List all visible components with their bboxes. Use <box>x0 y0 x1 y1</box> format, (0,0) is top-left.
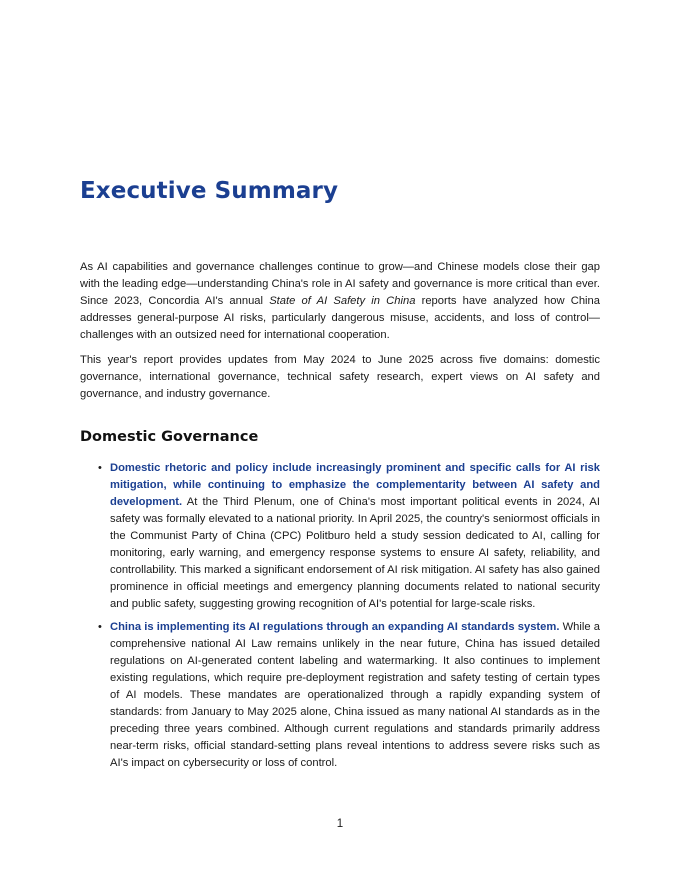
bullet-lead-text: China is implementing its AI regulations through an expanding AI standards system. <box>110 621 560 633</box>
bullet-body-text: At the Third Plenum, one of China's most important political events in 2024, AI safety was formally elevated to a national priority. In April 2025, the country's seniormost officials in the Communist Party of China (CPC) Politburo held a study session dedicated to AI, calling for monitoring, early warning, and emergency response systems to ensure AI safety, reliability, and controllability. This marked a significant endorsement of AI risk mitigation. AI safety has also gained prominence in official meetings and emergency planning documents related to national security and public safety, suggesting growing recognition of AI's potential for large-scale risks. <box>110 496 600 610</box>
list-item <box>80 619 600 772</box>
bullet-marker: • <box>98 621 102 633</box>
intro-paragraph-2: This year's report provides updates from May 2024 to June 2025 across five domains: domestic governance, international governance, technical safety research, expert views on AI safety and governance, and industry governance. <box>80 354 600 400</box>
intro-p1-text-before: As AI capabilities and governance challenges continue to grow—and Chinese models close their gap with the leading edge—understanding China's role in AI safety and governance is more critical than ever. Since 2023, Concordia AI's annual <box>80 261 600 307</box>
bullet-marker: • <box>98 462 102 474</box>
bullet-list <box>80 460 600 778</box>
section-heading: Domestic Governance <box>80 429 259 445</box>
intro-section <box>80 259 600 411</box>
page-number: 1 <box>336 818 344 830</box>
intro-paragraph-1 <box>80 259 600 344</box>
bullet-body-text: While a comprehensive national AI Law remains unlikely in the near future, China has issued detailed regulations on AI-generated content labeling and watermarking. It also continues to implement existing regulations, which require pre-deployment registration and safety testing of certain types of AI models. These mandates are operationalized through a rapidly expanding system of standards: from January to May 2025 alone, China issued as many national AI standards as in the preceding three years combined. Although current regulations and standards primarily address near-term risks, official standard-setting plans reveal intentions to address severe risks such as AI's impact on cybersecurity or loss of control. <box>110 621 600 769</box>
list-item <box>80 460 600 613</box>
page-title: Executive Summary <box>80 178 339 204</box>
intro-p1-text-after: reports have analyzed how China addresses general-purpose AI risks, particularly dangerous misuse, accidents, and loss of control—challenges with an outsized need for international cooperation. <box>80 295 600 341</box>
bullet-lead-text: Domestic rhetoric and policy include increasingly prominent and specific calls for AI risk mitigation, while continuing to emphasize the complementarity between AI safety and development. <box>110 462 600 508</box>
report-title-italic: State of AI Safety in China <box>269 295 416 307</box>
